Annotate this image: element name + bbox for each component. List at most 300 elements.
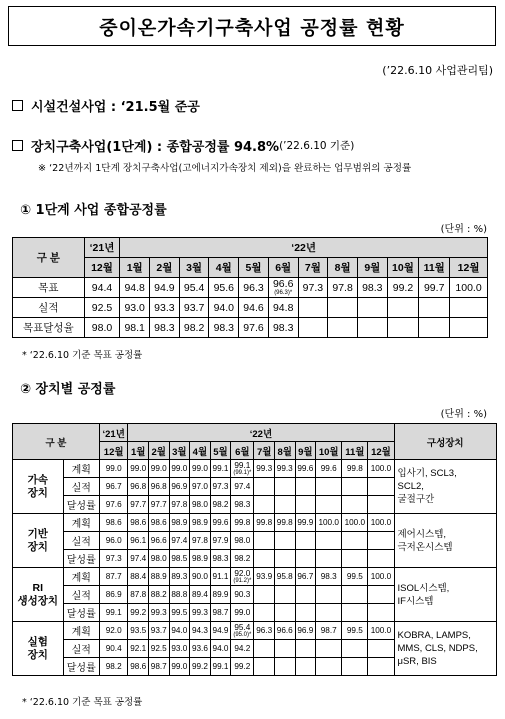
value-text: 99.0	[171, 662, 188, 671]
value-cell	[342, 496, 368, 514]
value-cell	[316, 496, 342, 514]
value-cell	[231, 622, 254, 640]
value-cell	[316, 532, 342, 550]
value-cell	[450, 318, 488, 338]
value-cell	[268, 298, 298, 318]
value-cell	[368, 532, 394, 550]
value-cell	[190, 568, 211, 586]
value-cell	[254, 478, 275, 496]
value-text: 93.5	[130, 626, 147, 635]
bullet-equipment	[12, 136, 354, 155]
month-header: 9월	[295, 442, 316, 460]
value-text: 99.0	[171, 464, 188, 473]
value-cell	[148, 478, 169, 496]
target-note: (95.0)*	[233, 631, 252, 638]
month-header: 11월	[419, 258, 450, 278]
equipment-list: KOBRA, LAMPS, MMS, CLS, NDPS, μSR, BIS	[394, 622, 497, 676]
value-cell	[179, 318, 209, 338]
value-text: 98.9	[191, 554, 208, 563]
value-text: 99.2	[130, 608, 147, 617]
value-cell	[128, 514, 149, 532]
value-cell	[169, 622, 190, 640]
value-text: 99.8	[256, 518, 273, 527]
value-cell	[231, 550, 254, 568]
value-cell	[316, 640, 342, 658]
value-cell	[148, 658, 169, 676]
value-text: 96.9	[297, 626, 314, 635]
value-text: 99.0	[130, 464, 147, 473]
group-label: 실험 장치	[13, 622, 64, 676]
value-cell	[368, 550, 394, 568]
value-text: 98.6	[130, 518, 147, 527]
value-cell	[316, 658, 342, 676]
value-cell	[231, 658, 254, 676]
value-text: 98.6	[150, 518, 167, 527]
value-cell	[190, 514, 211, 532]
value-cell	[239, 278, 269, 298]
value-cell	[268, 278, 298, 298]
row-label: 계획	[63, 622, 99, 640]
value-cell	[316, 550, 342, 568]
value-cell	[128, 478, 149, 496]
value-cell	[190, 604, 211, 622]
value-cell	[387, 298, 419, 318]
value-cell	[316, 622, 342, 640]
value-text: 95.8	[276, 572, 293, 581]
value-cell	[169, 496, 190, 514]
equipment-header: 구성장치	[394, 424, 497, 460]
value-text: 87.8	[130, 590, 147, 599]
value-cell	[316, 460, 342, 478]
value-cell	[120, 278, 150, 298]
value-cell	[295, 478, 316, 496]
value-text: 97.0	[191, 482, 208, 491]
value-text: 99.0	[191, 464, 208, 473]
value-text: 98.0	[91, 321, 113, 334]
row-label: 달성률	[63, 658, 99, 676]
row-label: 달성률	[63, 550, 99, 568]
value-cell	[128, 604, 149, 622]
value-text: 88.8	[171, 590, 188, 599]
value-cell	[316, 514, 342, 532]
value-cell	[357, 278, 387, 298]
value-cell	[148, 514, 169, 532]
section1-footnote: * ‘22.6.10 기준 목표 공정률	[22, 350, 143, 361]
month-header: 12월	[450, 258, 488, 278]
value-cell	[342, 640, 368, 658]
value-cell	[128, 550, 149, 568]
month-header: 11월	[342, 442, 368, 460]
month-header: 4월	[190, 442, 211, 460]
value-text: 93.6	[191, 644, 208, 653]
value-cell	[190, 622, 211, 640]
value-cell	[316, 478, 342, 496]
value-cell	[190, 586, 211, 604]
value-cell	[148, 622, 169, 640]
value-cell	[342, 622, 368, 640]
value-cell	[128, 496, 149, 514]
value-cell	[342, 658, 368, 676]
value-text: 98.1	[124, 321, 145, 334]
value-cell	[150, 298, 180, 318]
value-text: 97.3	[212, 482, 229, 491]
value-cell	[148, 568, 169, 586]
value-text: 97.4	[130, 554, 147, 563]
month-header: 6월	[231, 442, 254, 460]
value-cell	[274, 640, 295, 658]
value-cell	[99, 586, 127, 604]
value-cell	[128, 658, 149, 676]
value-cell	[254, 586, 275, 604]
value-text: 98.6	[105, 518, 122, 527]
value-text: 97.7	[150, 500, 167, 509]
value-cell	[150, 278, 180, 298]
value-text: 99.2	[234, 662, 251, 671]
value-text: 99.6	[212, 518, 229, 527]
value-text: 96.7	[105, 482, 122, 491]
value-cell	[357, 318, 387, 338]
value-text: 99.6	[320, 464, 337, 473]
value-text: 99.5	[171, 608, 188, 617]
value-text: 93.7	[183, 301, 205, 314]
value-cell	[298, 298, 328, 318]
value-cell	[368, 586, 394, 604]
year-2021-header: ‘21년	[99, 424, 127, 442]
value-cell	[99, 604, 127, 622]
value-cell	[368, 640, 394, 658]
target-note: (91.2)*	[233, 577, 252, 584]
row-label: 실적	[13, 298, 85, 318]
value-cell	[342, 514, 368, 532]
value-cell	[274, 460, 295, 478]
value-cell	[231, 640, 254, 658]
value-text: 99.8	[346, 464, 363, 473]
value-cell	[99, 640, 127, 658]
value-cell	[210, 514, 231, 532]
row-label: 계획	[63, 514, 99, 532]
section1-heading: ① 1단계 사업 종합공정률	[20, 203, 167, 218]
value-text: 96.6	[276, 626, 293, 635]
value-cell	[254, 640, 275, 658]
value-cell	[419, 278, 450, 298]
month-header: 4월	[209, 258, 239, 278]
value-text: 99.1	[234, 460, 251, 470]
value-cell	[387, 278, 419, 298]
value-text: 98.6	[130, 662, 147, 671]
month-header: 1월	[128, 442, 149, 460]
month-row	[13, 258, 488, 278]
value-text: 97.7	[130, 500, 147, 509]
value-text: 97.3	[105, 554, 122, 563]
month-header: 3월	[169, 442, 190, 460]
value-text: 98.3	[272, 321, 294, 334]
value-cell	[84, 298, 120, 318]
value-text: 99.5	[346, 572, 363, 581]
month-header: 12월	[368, 442, 394, 460]
value-text: 97.8	[191, 536, 208, 545]
value-text: 92.0	[234, 568, 251, 578]
value-cell	[231, 514, 254, 532]
value-text: 93.0	[124, 301, 145, 314]
month-header: 3월	[179, 258, 209, 278]
value-text: 98.3	[213, 321, 234, 334]
value-cell	[328, 278, 358, 298]
bullet-equipment-date: (’22.6.10 기준)	[279, 140, 355, 152]
value-cell	[254, 604, 275, 622]
value-cell	[274, 658, 295, 676]
value-text: 89.4	[191, 590, 208, 599]
value-cell	[357, 298, 387, 318]
value-text: 98.0	[234, 536, 251, 545]
value-text: 97.6	[243, 321, 264, 334]
value-text: 100.0	[370, 464, 392, 473]
month-header: 2월	[148, 442, 169, 460]
value-cell	[210, 658, 231, 676]
value-cell	[254, 514, 275, 532]
value-text: 98.2	[105, 662, 122, 671]
value-text: 89.3	[171, 572, 188, 581]
month-header: 5월	[210, 442, 231, 460]
value-cell	[210, 568, 231, 586]
value-cell	[342, 604, 368, 622]
value-cell	[210, 532, 231, 550]
value-text: 99.3	[276, 464, 293, 473]
value-cell	[328, 318, 358, 338]
value-text: 94.6	[243, 301, 264, 314]
value-cell	[298, 278, 328, 298]
overall-progress-table	[12, 237, 488, 338]
value-text: 100.0	[370, 518, 392, 527]
value-cell	[120, 298, 150, 318]
value-cell	[231, 496, 254, 514]
value-cell	[254, 496, 275, 514]
value-text: 97.8	[332, 281, 353, 294]
value-text: 96.0	[105, 536, 122, 545]
value-text: 100.0	[455, 281, 482, 294]
value-cell	[169, 514, 190, 532]
value-cell	[298, 318, 328, 338]
value-cell	[179, 278, 209, 298]
value-text: 100.0	[370, 572, 392, 581]
table-row	[13, 318, 488, 338]
equipment-list: ISOL시스템, IF시스템	[394, 568, 497, 622]
value-cell	[342, 550, 368, 568]
month-header: 5월	[239, 258, 269, 278]
value-text: 94.0	[212, 644, 229, 653]
value-cell	[169, 604, 190, 622]
value-cell	[274, 622, 295, 640]
bullet-facility-text: 시설건설사업 : ‘21.5월 준공	[31, 100, 200, 115]
value-cell	[274, 550, 295, 568]
value-cell	[99, 568, 127, 586]
year-2022-header: ‘22년	[128, 424, 394, 442]
group-label: 가속 장치	[13, 460, 64, 514]
value-cell	[342, 460, 368, 478]
value-text: 98.3	[320, 572, 337, 581]
value-text: 99.2	[191, 662, 208, 671]
value-cell	[190, 460, 211, 478]
value-text: 99.6	[297, 464, 314, 473]
value-text: 98.2	[212, 500, 229, 509]
value-cell	[295, 640, 316, 658]
value-cell	[231, 460, 254, 478]
value-cell	[148, 496, 169, 514]
value-cell	[419, 298, 450, 318]
value-text: 99.0	[234, 608, 251, 617]
table-row	[13, 278, 488, 298]
value-cell	[342, 478, 368, 496]
value-cell	[328, 298, 358, 318]
value-cell	[368, 460, 394, 478]
value-text: 88.9	[150, 572, 167, 581]
value-cell	[120, 318, 150, 338]
value-text: 96.3	[243, 281, 264, 294]
section2-footnote: * ‘22.6.10 기준 목표 공정률	[22, 697, 143, 708]
value-cell	[128, 586, 149, 604]
value-text: 100.0	[318, 518, 339, 527]
value-cell	[210, 460, 231, 478]
value-cell	[254, 460, 275, 478]
value-text: 94.8	[124, 281, 145, 294]
equipment-list: 제어시스템, 극저온시스템	[394, 514, 497, 568]
value-text: 94.8	[272, 301, 294, 314]
equipment-list: 입사기, SCL3, SCL2, 굴절구간	[394, 460, 497, 514]
value-cell	[254, 658, 275, 676]
header-label: 구 분	[13, 424, 100, 460]
value-cell	[368, 604, 394, 622]
value-cell	[254, 550, 275, 568]
checkbox-icon	[12, 100, 23, 111]
page-title: 중이온가속기구축사업 공정률 현황	[8, 6, 496, 46]
value-text: 97.6	[105, 500, 122, 509]
value-cell	[209, 278, 239, 298]
value-cell	[190, 532, 211, 550]
value-cell	[231, 568, 254, 586]
row-label: 실적	[63, 640, 99, 658]
value-text: 92.5	[91, 301, 113, 314]
value-cell	[128, 460, 149, 478]
row-label: 달성률	[63, 496, 99, 514]
year-2022-header: ‘22년	[120, 238, 488, 258]
value-cell	[99, 460, 127, 478]
value-text: 94.9	[212, 626, 229, 635]
value-text: 98.0	[150, 554, 167, 563]
value-text: 88.4	[130, 572, 147, 581]
value-text: 90.4	[105, 644, 122, 653]
value-text: 93.0	[171, 644, 188, 653]
value-text: 99.3	[191, 608, 208, 617]
year-2021-header: ‘21년	[84, 238, 120, 258]
value-cell	[210, 586, 231, 604]
value-cell	[368, 622, 394, 640]
value-text: 95.4	[234, 622, 251, 632]
table-row	[13, 568, 497, 586]
value-cell	[128, 568, 149, 586]
value-text: 94.4	[91, 281, 113, 294]
value-cell	[99, 550, 127, 568]
value-text: 94.3	[191, 626, 208, 635]
value-cell	[169, 460, 190, 478]
value-cell	[231, 586, 254, 604]
header-row	[13, 424, 497, 442]
header-label: 구 분	[13, 238, 85, 278]
value-cell	[148, 460, 169, 478]
value-text: 99.0	[150, 464, 167, 473]
value-text: 90.0	[191, 572, 208, 581]
value-text: 97.4	[171, 536, 188, 545]
value-text: 92.5	[150, 644, 167, 653]
group-label: 기반 장치	[13, 514, 64, 568]
value-cell	[274, 514, 295, 532]
value-text: 86.9	[105, 590, 122, 599]
value-cell	[231, 604, 254, 622]
value-text: 97.3	[302, 281, 324, 294]
value-text: 98.3	[234, 500, 251, 509]
value-text: 99.3	[150, 608, 167, 617]
month-header: 8월	[274, 442, 295, 460]
value-cell	[190, 550, 211, 568]
value-text: 94.0	[171, 626, 188, 635]
value-cell	[368, 514, 394, 532]
value-cell	[169, 640, 190, 658]
value-text: 99.0	[105, 464, 122, 473]
value-cell	[99, 514, 127, 532]
value-text: 98.0	[191, 500, 208, 509]
value-cell	[99, 478, 127, 496]
value-cell	[254, 532, 275, 550]
value-cell	[295, 460, 316, 478]
value-text: 89.9	[212, 590, 229, 599]
value-cell	[169, 658, 190, 676]
value-text: 98.3	[154, 321, 175, 334]
value-cell	[190, 640, 211, 658]
value-cell	[387, 318, 419, 338]
month-header: 1월	[120, 258, 150, 278]
value-cell	[295, 622, 316, 640]
value-text: 87.7	[105, 572, 122, 581]
value-text: 97.9	[212, 536, 229, 545]
value-cell	[148, 586, 169, 604]
month-header: 7월	[298, 258, 328, 278]
value-text: 98.5	[171, 554, 188, 563]
value-cell	[295, 496, 316, 514]
value-cell	[268, 318, 298, 338]
value-text: 98.2	[234, 554, 251, 563]
table-row	[13, 514, 497, 532]
value-cell	[254, 568, 275, 586]
value-cell	[190, 478, 211, 496]
value-cell	[169, 586, 190, 604]
value-text: 99.8	[276, 518, 293, 527]
report-date: (’22.6.10 사업관리팀)	[382, 64, 493, 77]
value-cell	[295, 514, 316, 532]
month-header: 10월	[387, 258, 419, 278]
row-label: 실적	[63, 586, 99, 604]
value-text: 100.0	[370, 626, 392, 635]
value-text: 99.1	[212, 662, 229, 671]
value-text: 94.2	[234, 644, 251, 653]
value-text: 94.0	[213, 301, 234, 314]
value-cell	[84, 278, 120, 298]
equipment-progress-table	[12, 423, 497, 676]
checkbox-icon	[12, 140, 23, 151]
value-cell	[295, 586, 316, 604]
month-header: 9월	[357, 258, 387, 278]
value-cell	[128, 622, 149, 640]
value-cell	[295, 568, 316, 586]
value-text: 93.7	[150, 626, 167, 635]
value-text: 96.6	[150, 536, 167, 545]
